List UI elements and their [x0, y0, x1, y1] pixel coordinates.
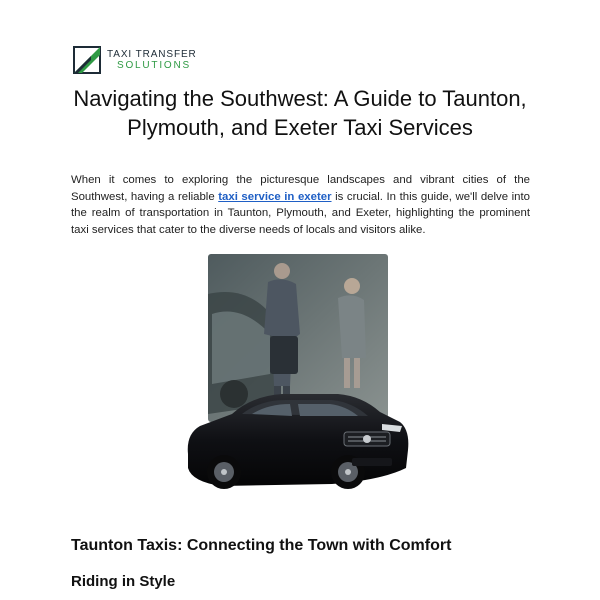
- page-title: Navigating the Southwest: A Guide to Taunton, Plymouth, and Exeter Taxi Services: [73, 86, 527, 140]
- intro-text-end: is crucial. In this guide, we'll delve into the realm of transportation in Taunton, Plymouth, and Exeter, highlighting the prominent taxi services that cater to the diverse needs of locals and visitors alike.: [71, 190, 530, 236]
- taxi-service-exeter-link[interactable]: taxi service in exeter: [218, 190, 332, 203]
- logo-line-2: SOLUTIONS: [117, 60, 191, 71]
- intro-text-start: When it comes to exploring the picturesque landscapes and vibrant cities of the Southwest, having a reliable: [71, 174, 530, 203]
- intro-paragraph: [71, 172, 530, 238]
- logo-wordmark: [107, 49, 197, 71]
- section-heading-taunton: Taunton Taxis: Connecting the Town with Comfort: [71, 537, 452, 554]
- logo-mark-icon: [73, 46, 101, 74]
- hero-image: [182, 254, 412, 504]
- logo-line-1: TAXI TRANSFER: [107, 49, 197, 60]
- subsection-heading-style: Riding in Style: [71, 573, 176, 590]
- brand-logo[interactable]: [73, 46, 197, 74]
